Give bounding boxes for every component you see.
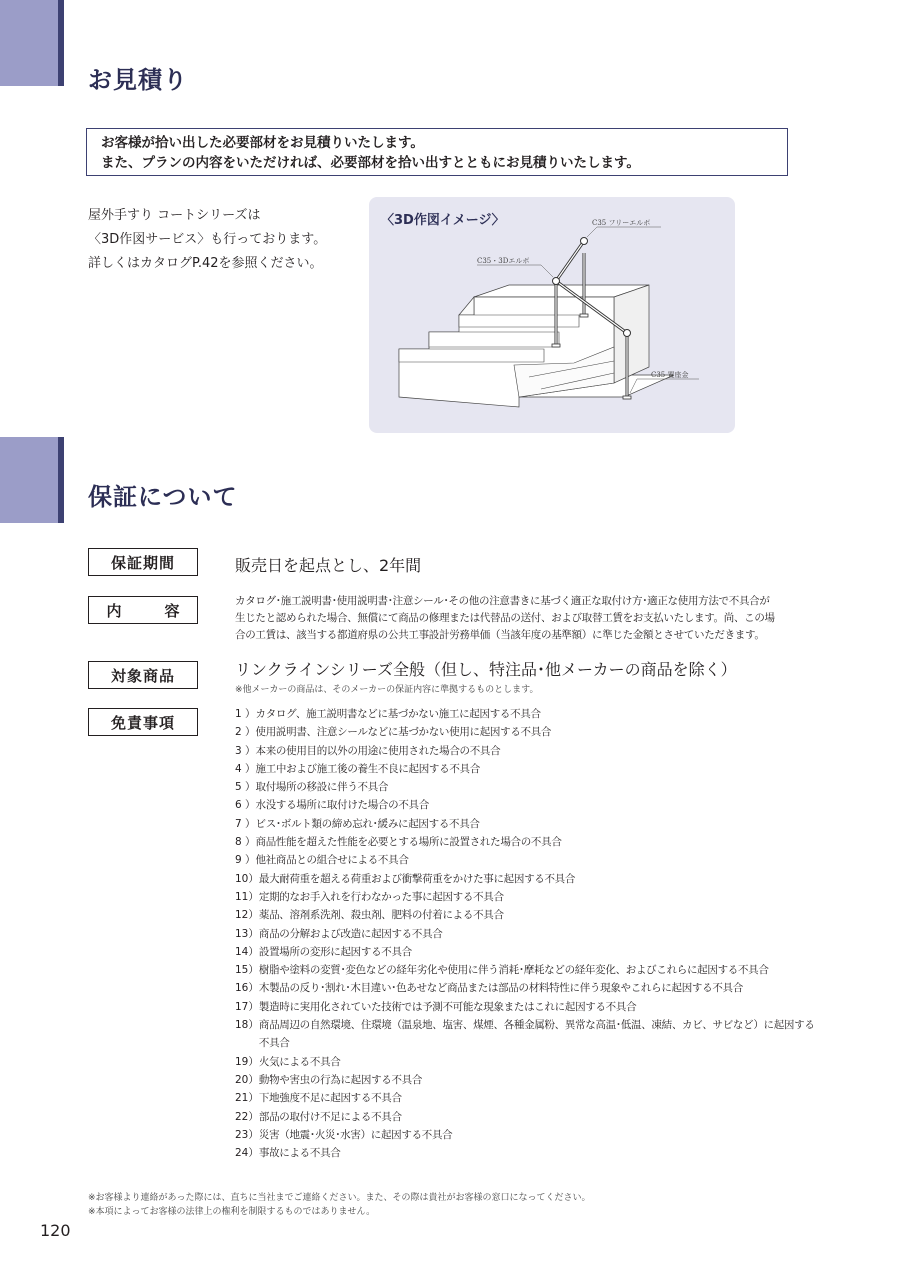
list-item [235, 851, 823, 869]
list-item [235, 815, 823, 833]
3d-elbow-mark [553, 278, 560, 285]
exclusion-number: 6 ） [235, 799, 256, 812]
exclusion-text: 他社商品との組合せによる不具合 [255, 854, 409, 867]
exclusion-number: 10） [235, 872, 259, 885]
label-post-base: C35 置座金 [651, 371, 689, 379]
label-3d-elbow: C35・3Dエルボ [477, 257, 530, 265]
exclusion-text: 施工中および施工後の養生不良に起因する不具合 [255, 762, 480, 775]
target-products-note: ※他メーカーの商品は、そのメーカーの保証内容に準拠するものとします。 [235, 685, 539, 695]
section-title-estimate: お見積り [88, 66, 188, 94]
list-item [235, 1071, 823, 1089]
block-side-face [614, 285, 649, 383]
exclusion-text: 最大耐荷重を超える荷重および衝撃荷重をかけた事に起因する不具合 [258, 872, 576, 885]
exclusion-text: 樹脂や塗料の変質･変色などの経年劣化や使用に伴う消耗･摩耗などの経年変化、およびこれらに起因する不具合 [258, 964, 769, 977]
exclusion-number: 3 ） [235, 744, 256, 757]
exclusion-text: カタログ、施工説明書などに基づかない施工に起因する不具合 [255, 708, 541, 720]
list-item [235, 943, 823, 961]
exclusion-number: 20） [235, 1073, 259, 1086]
intro-line-3: 詳しくはカタログP.42を参照ください。 [88, 256, 323, 271]
list-item [235, 705, 823, 723]
3d-drawing-image-panel [369, 197, 735, 433]
exclusion-number: 17） [235, 1000, 259, 1013]
warranty-period-text: 販売日を起点とし、2年間 [235, 556, 422, 575]
intro-line-2: 〈3D作図サービス〉も行っております。 [88, 232, 327, 247]
exclusion-number: 16） [235, 982, 259, 995]
exclusion-number: 12） [235, 909, 259, 922]
list-item [235, 1126, 823, 1144]
list-item [235, 961, 823, 979]
content-line-1: カタログ･施工説明書･使用説明書･注意シール･その他の注意書きに基づく適正な取付け方･適正な使用方法で不具合が [235, 595, 770, 607]
exclusion-number: 1 ） [235, 708, 256, 720]
exclusion-text: 木製品の反り･割れ･木目違い･色あせなど商品または部品の材料特性に伴う現象やこれらに起因する不具合 [258, 982, 743, 995]
exclusion-text: 災害（地震･火災･水害）に起因する不具合 [258, 1128, 453, 1141]
exclusion-text: 下地強度不足に起因する不具合 [258, 1092, 402, 1105]
exclusion-text: 定期的なお手入れを行わなかった事に起因する不具合 [258, 890, 504, 903]
post-base-mark [580, 314, 588, 317]
exclusion-number: 19） [235, 1055, 259, 1068]
label-free-elbow: C35 フリーエルボ [592, 219, 651, 227]
exclusion-text: 事故による不具合 [258, 1147, 341, 1160]
exclusion-text: 動物や害虫の行為に起因する不具合 [258, 1073, 423, 1086]
exclusion-text: 設置場所の変形に起因する不具合 [258, 945, 412, 958]
intro-line-1: 屋外手すり コートシリーズは [88, 208, 261, 223]
exclusion-number: 11） [235, 890, 259, 903]
exclusion-text: 商品周辺の自然環境、住環境（温泉地、塩害、煤煙、各種金属粉、異常な高温･低温、凍結、カビ、サビなど）に起因する不具合 [258, 1019, 815, 1050]
list-item [235, 888, 823, 906]
footnote-1: ※お客様より連絡があった際には、直ちに当社までご連絡ください。また、その際は貴社がお客様の窓口になってください。 [88, 1193, 591, 1203]
list-item [235, 925, 823, 943]
section-tab-estimate [0, 0, 58, 86]
warranty-content-text [235, 593, 820, 644]
list-item [235, 870, 823, 888]
exclusion-text: ビス･ボルト類の締め忘れ･緩みに起因する不具合 [255, 817, 480, 830]
section-tab-warranty [0, 437, 58, 523]
exclusion-text: 取付場所の移設に伴う不具合 [255, 781, 389, 794]
content-line-2: 生じたと認められた場合、無償にて商品の修理または代替品の送付、および取替工賃をお支払いたします。尚、この場 [235, 612, 775, 624]
exclusion-number: 2 ） [235, 726, 256, 739]
exclusion-number: 9 ） [235, 854, 256, 867]
list-item [235, 979, 823, 997]
exclusion-text: 本来の使用目的以外の用途に使用された場合の不具合 [255, 744, 501, 757]
label-target-products: 対象商品 [88, 661, 198, 689]
list-item [235, 1144, 823, 1162]
exclusion-number: 5 ） [235, 781, 256, 794]
exclusion-number: 22） [235, 1110, 259, 1123]
label-exclusions: 免責事項 [88, 708, 198, 736]
section-title-warranty: 保証について [88, 483, 238, 511]
list-item [235, 1108, 823, 1126]
notice-line-1: お客様が拾い出した必要部材をお見積りいたします。 [101, 135, 424, 151]
list-item [235, 796, 823, 814]
label-content: 内 容 [88, 596, 198, 624]
label-warranty-period: 保証期間 [88, 548, 198, 576]
exclusion-text: 商品の分解および改造に起因する不具合 [258, 927, 443, 940]
exclusion-number: 23） [235, 1128, 259, 1141]
exclusion-text: 使用説明書、注意シールなどに基づかない使用に起因する不具合 [255, 726, 552, 739]
stair-handrail-illustration [369, 197, 735, 433]
exclusion-text: 部品の取付け不足による不具合 [258, 1110, 402, 1123]
list-item [235, 906, 823, 924]
exclusion-number: 21） [235, 1092, 259, 1105]
content-line-3: 合の工賃は、該当する都道府県の公共工事設計労務単価（当該年度の基準額）に準じた金額とさせていただきます。 [235, 629, 765, 641]
list-item [235, 760, 823, 778]
diagram-title: 〈3D作図イメージ〉 [381, 213, 505, 228]
exclusion-number: 14） [235, 945, 259, 958]
exclusion-number: 13） [235, 927, 259, 940]
exclusion-text: 製造時に実用化されていた技術では予測不可能な現象またはこれに起因する不具合 [258, 1000, 637, 1013]
exclusion-number: 24） [235, 1147, 259, 1160]
list-item [235, 778, 823, 796]
notice-line-2: また、プランの内容をいただければ、必要部材を拾い出すとともにお見積りいたします。 [101, 155, 640, 171]
estimate-notice-box [86, 128, 788, 176]
list-item [235, 833, 823, 851]
exclusion-number: 18） [235, 1019, 259, 1032]
list-item [235, 998, 823, 1016]
list-item [235, 1016, 823, 1053]
exclusion-text: 水没する場所に取付けた場合の不具合 [255, 799, 429, 812]
list-item [235, 742, 823, 760]
exclusion-text: 薬品、溶剤系洗剤、殺虫剤、肥料の付着による不具合 [258, 909, 504, 922]
exclusions-list [235, 705, 823, 1162]
exclusion-number: 8 ） [235, 836, 256, 849]
estimate-intro [88, 204, 358, 276]
exclusion-number: 4 ） [235, 762, 256, 775]
target-products-text: リンクラインシリーズ全般（但し、特注品･他メーカーの商品を除く） [235, 660, 737, 679]
list-item [235, 1089, 823, 1107]
free-elbow-mark [581, 238, 588, 245]
exclusion-text: 商品性能を超えた性能を必要とする場所に設置された場合の不具合 [255, 836, 562, 849]
exclusion-text: 火気による不具合 [258, 1055, 341, 1068]
page-number: 120 [40, 1221, 71, 1240]
exclusion-number: 15） [235, 964, 259, 977]
footnote-2: ※本項によってお客様の法律上の権利を制限するものではありません。 [88, 1207, 376, 1217]
list-item [235, 723, 823, 741]
exclusion-number: 7 ） [235, 817, 256, 830]
list-item [235, 1053, 823, 1071]
